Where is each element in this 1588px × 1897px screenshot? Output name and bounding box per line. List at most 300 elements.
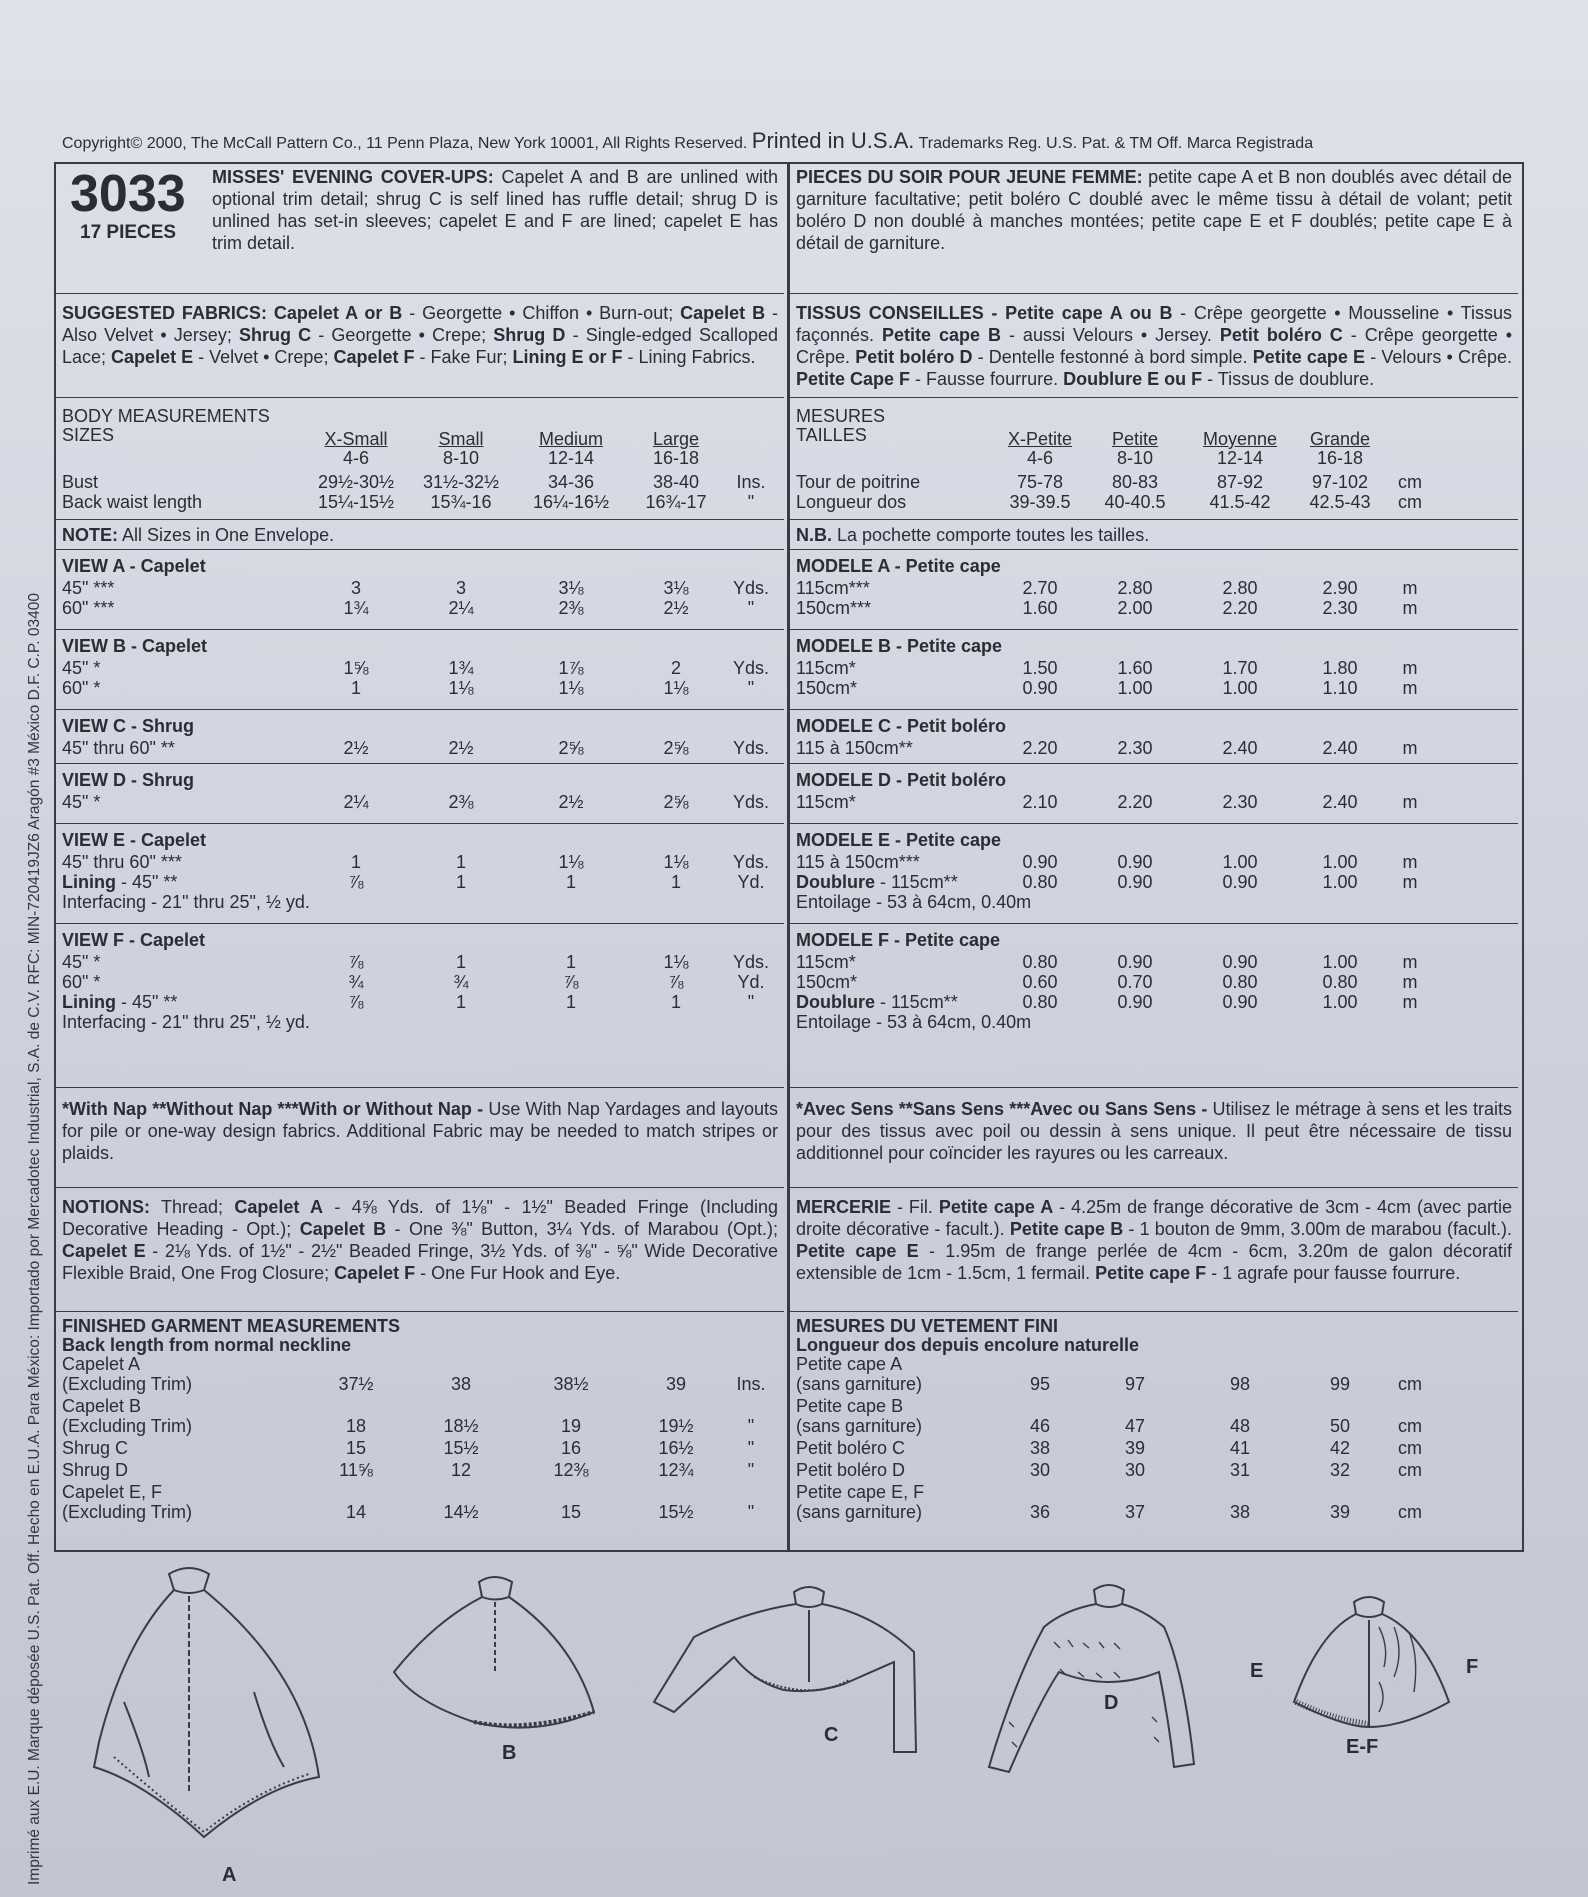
fr-yardage-value: 0.60	[1022, 972, 1058, 992]
fr-size-range: 12-14	[1216, 448, 1264, 468]
en-yardage-value: 1	[565, 992, 576, 1012]
fr-yardage-value: 0.90	[1022, 678, 1058, 698]
en-view-row-label	[62, 792, 100, 813]
en-finished-garment-detail: (Excluding Trim)	[62, 1416, 193, 1436]
en-fabric-name: Capelet E	[111, 347, 194, 367]
fr-yardage-value: 2.30	[1117, 738, 1153, 758]
en-notions-block	[56, 1188, 784, 1312]
en-row-label-text: 45" thru 60" ***	[62, 852, 182, 872]
fr-yardage-value: 1.00	[1322, 992, 1358, 1012]
fr-yardage-value: 0.90	[1222, 992, 1258, 1012]
en-fabrics-block	[56, 294, 784, 398]
instruction-sheet	[54, 162, 1524, 1552]
en-yardage-value: 1⅛	[663, 678, 689, 698]
fr-yardage-unit: m	[1402, 952, 1418, 972]
fr-finished-value: 38	[1229, 1502, 1251, 1522]
fr-bust-value: 97-102	[1311, 472, 1369, 492]
fr-view-title: MODELE A - Petite cape	[796, 556, 1001, 576]
fr-view-title: MODELE E - Petite cape	[796, 830, 1002, 850]
fr-finished-unit: cm	[1398, 1502, 1422, 1522]
fr-notions	[796, 1196, 1512, 1284]
fr-fabric-text: - Velours • Crêpe.	[1365, 347, 1513, 367]
fr-yardage-value: 2.10	[1022, 792, 1058, 812]
fr-fabric-text: - aussi Velours • Jersey.	[1001, 325, 1220, 345]
fr-size-name: Petite	[1111, 429, 1159, 449]
en-finished-value: 39	[665, 1374, 687, 1394]
en-yardage-unit: Yds.	[732, 738, 770, 758]
fr-view-4	[790, 824, 1518, 924]
en-finished-garment: Capelet B	[62, 1396, 142, 1416]
en-size-name: X-Small	[324, 429, 388, 449]
en-nap-block	[56, 1088, 784, 1188]
en-yardage-value: ⅞	[348, 872, 364, 892]
fr-yardage-value: 0.80	[1022, 872, 1058, 892]
fr-yardage-value: 2.20	[1022, 738, 1058, 758]
en-view-1	[56, 630, 784, 710]
en-notion-name: NOTIONS:	[62, 1197, 150, 1217]
fr-finished-value: 37	[1124, 1502, 1146, 1522]
fr-yardage-value: 1.00	[1322, 952, 1358, 972]
fr-view-5	[790, 924, 1518, 1088]
fr-fabric-name: Petite cape B	[882, 325, 1002, 345]
fr-yardage-value: 0.90	[1222, 872, 1258, 892]
fr-size-name: X-Petite	[1007, 429, 1073, 449]
en-view-row-label	[62, 738, 175, 759]
fr-description-text: petite cape A et B non doublés avec détail de garniture facultative; petit boléro C doublé avec le même tissu à détail de volant; petit boléro D non doublé à manches montées; petite cape E et F doublés; petite cape E à détail de garniture.	[796, 167, 1512, 253]
en-yardage-unit: Yd.	[737, 872, 765, 892]
fr-view-row-label	[796, 792, 856, 813]
fr-fabric-name: Petite cape E	[1252, 347, 1366, 367]
en-yardage-value: 1	[565, 952, 576, 972]
en-back-label: Back waist length	[62, 492, 203, 512]
en-finished-value: 14½	[443, 1502, 479, 1522]
en-yardage-value: 1⅝	[343, 658, 369, 678]
fr-fabric-text: - Dentelle festonné à bord simple.	[972, 347, 1253, 367]
en-view-row-label	[62, 952, 100, 973]
en-row-label-text: 45" thru 60" **	[62, 738, 175, 758]
fr-finished-unit: cm	[1398, 1416, 1422, 1436]
fr-finished-value: 39	[1329, 1502, 1351, 1522]
en-finished-value: 16½	[658, 1438, 694, 1458]
en-yardage-value: 1⅛	[663, 952, 689, 972]
fr-view-title: MODELE B - Petite cape	[796, 636, 1003, 656]
fr-finished-value: 31	[1229, 1460, 1251, 1480]
en-yardage-value: 1	[455, 992, 466, 1012]
fr-view-title: MODELE F - Petite cape	[796, 930, 1001, 950]
en-yardage-unit: Yds.	[732, 792, 770, 812]
capelet-b-sketch	[394, 1577, 594, 1728]
fr-yardage-value: 1.00	[1222, 678, 1258, 698]
fr-description	[796, 166, 1512, 254]
en-yardage-unit: Yds.	[732, 952, 770, 972]
en-yardage-value: 2½	[663, 598, 689, 618]
en-yardage-value: 2¼	[343, 792, 369, 812]
fr-finished-measurements	[790, 1312, 1518, 1552]
fr-yardage-value: 0.80	[1322, 972, 1358, 992]
fr-nap-block	[790, 1088, 1518, 1188]
en-finished-value: 12	[450, 1460, 472, 1480]
en-yardage-value: 2½	[558, 792, 584, 812]
en-view-row-label	[62, 598, 114, 619]
en-nap	[62, 1098, 778, 1164]
en-finished-unit: "	[747, 1460, 755, 1480]
en-interfacing: Interfacing - 21" thru 25", ½ yd.	[62, 892, 310, 912]
fr-yardage-value: 2.90	[1322, 578, 1358, 598]
fr-finished-value: 99	[1329, 1374, 1351, 1394]
en-view-row-label	[62, 992, 177, 1013]
fr-nap	[796, 1098, 1512, 1164]
en-size-range: 8-10	[442, 448, 480, 468]
fr-yardage-unit: m	[1402, 852, 1418, 872]
en-view-row-label	[62, 972, 100, 993]
fr-row-label-text: - 115cm**	[875, 992, 958, 1012]
en-finished-value: 19½	[658, 1416, 694, 1436]
fr-row-label-text: 150cm***	[796, 598, 872, 618]
en-finished-unit: "	[747, 1502, 755, 1522]
en-bust-value: 31½-32½	[422, 472, 500, 492]
fr-finished-value: 32	[1329, 1460, 1351, 1480]
en-finished-value: 12⅜	[553, 1460, 589, 1480]
fr-yardage-value: 1.60	[1117, 658, 1153, 678]
fr-row-label-text: 115cm*	[796, 792, 856, 812]
en-size-range: 16-18	[652, 448, 700, 468]
en-finished-value: 38	[450, 1374, 472, 1394]
fr-size-range: 4-6	[1026, 448, 1053, 468]
en-nap-text: Use With Nap Yardages and layouts for pile or one-way design fabrics. Additional Fabric may be needed to match stripes or plaids.	[62, 1099, 778, 1163]
fr-yardage-value: 2.80	[1222, 578, 1258, 598]
fr-yardage-value: 2.80	[1117, 578, 1153, 598]
en-note	[62, 525, 334, 546]
en-finished-subtitle: Back length from normal neckline	[62, 1335, 352, 1355]
fr-yardage-unit: m	[1402, 872, 1418, 892]
en-finished-garment-detail: Shrug C	[62, 1438, 129, 1458]
en-interfacing: Interfacing - 21" thru 25", ½ yd.	[62, 1012, 310, 1032]
en-fabric-text: - Georgette • Chiffon • Burn-out;	[402, 303, 681, 323]
capelet-a-sketch	[94, 1568, 319, 1837]
fr-interfacing: Entoilage - 53 à 64cm, 0.40m	[796, 1012, 1032, 1032]
fr-row-label-text: 115cm*	[796, 658, 856, 678]
fr-body-measurements	[790, 398, 1518, 520]
fr-back-value: 40-40.5	[1104, 492, 1166, 512]
fr-yardage-unit: m	[1402, 658, 1418, 678]
fr-finished-value: 95	[1029, 1374, 1051, 1394]
capelet-ef-sketch	[1294, 1597, 1449, 1727]
fr-yardage-value: 2.00	[1117, 598, 1153, 618]
fr-back-label: Longueur dos	[796, 492, 907, 512]
en-notion-name: Capelet E	[62, 1241, 146, 1261]
fr-nap-label: *Avec Sens **Sans Sens ***Avec ou Sans Sens -	[796, 1099, 1208, 1119]
shrug-c-sketch	[654, 1587, 916, 1752]
en-row-label-text: 45" *	[62, 792, 101, 812]
fr-yardage-value: 1.00	[1322, 852, 1358, 872]
fr-finished-value: 39	[1124, 1438, 1146, 1458]
en-view-row-label	[62, 852, 182, 873]
en-back-value: 15¾-16	[430, 492, 492, 512]
en-fabric-name: Capelet F	[333, 347, 415, 367]
en-finished-unit: Ins.	[736, 1374, 766, 1394]
en-yardage-unit: "	[747, 992, 755, 1012]
fr-yardage-value: 1.70	[1222, 658, 1258, 678]
en-view-title: VIEW D - Shrug	[62, 770, 194, 790]
en-finished-measurements	[56, 1312, 784, 1552]
fr-view-2	[790, 710, 1518, 764]
en-yardage-value: 3⅛	[558, 578, 584, 598]
fr-view-row-label	[796, 578, 870, 599]
en-yardage-value: ⅞	[348, 952, 364, 972]
fr-yardage-value: 2.40	[1222, 738, 1258, 758]
fr-finished-garment: Petite cape A	[796, 1354, 903, 1374]
en-back-value: 16¾-17	[645, 492, 707, 512]
fr-back-unit: cm	[1398, 492, 1422, 512]
en-yardage-value: 2⅝	[663, 738, 689, 758]
fr-fabric-text: - Fausse fourrure.	[910, 369, 1064, 389]
en-yardage-value: 1	[455, 952, 466, 972]
en-finished-value: 15½	[443, 1438, 479, 1458]
en-finished-title: FINISHED GARMENT MEASUREMENTS	[62, 1316, 401, 1336]
en-yardage-value: 1¾	[343, 598, 369, 618]
en-finished-value: 18	[345, 1416, 367, 1436]
fr-yardage-value: 1.10	[1322, 678, 1358, 698]
fr-yardage-value: 2.40	[1322, 792, 1358, 812]
en-body-title: BODY MEASUREMENTS	[62, 406, 270, 426]
en-bust-unit: Ins.	[736, 472, 766, 492]
en-yardage-value: 1⅛	[448, 678, 474, 698]
en-view-row-label	[62, 578, 114, 599]
fr-yardage-value: 1.60	[1022, 598, 1058, 618]
en-finished-garment: Capelet E, F	[62, 1482, 163, 1502]
en-row-label-text: 60" ***	[62, 598, 115, 618]
fr-yardage-value: 2.70	[1022, 578, 1058, 598]
copyright-line	[62, 128, 1512, 154]
en-notion-text: - One ⅜" Button, 3¼ Yds. of Marabou (Opt.);	[386, 1219, 778, 1239]
fr-notion-text: - 1 bouton de 9mm, 3.00m de marabou (facult.).	[1123, 1219, 1513, 1239]
en-yardage-unit: "	[747, 598, 755, 618]
shrug-d-sketch	[989, 1585, 1194, 1772]
en-finished-value: 12¾	[658, 1460, 694, 1480]
en-view-row-label	[62, 678, 100, 699]
en-yardage-value: 1	[670, 872, 681, 892]
fr-yardage-value: 1.80	[1322, 658, 1358, 678]
en-notion-name: Capelet A	[234, 1197, 324, 1217]
en-fabric-name: SUGGESTED FABRICS: Capelet A or B	[62, 303, 403, 323]
en-bust-label: Bust	[62, 472, 99, 492]
en-view-title: VIEW F - Capelet	[62, 930, 206, 950]
printed-in: Printed in U.S.A.	[751, 128, 915, 153]
sketch-label-c: C	[824, 1724, 839, 1746]
fr-fabric-name: Petit boléro D	[855, 347, 973, 367]
fr-view-1	[790, 630, 1518, 710]
en-note-block	[56, 520, 784, 550]
fr-notion-name: Petite cape E	[796, 1241, 919, 1261]
en-fabric-text: - Georgette • Crepe;	[311, 325, 494, 345]
en-back-unit: "	[747, 492, 755, 512]
en-finished-unit: "	[747, 1416, 755, 1436]
en-notion-text: Thread;	[150, 1197, 235, 1217]
fr-view-row-label	[796, 598, 871, 619]
en-sizes-label: SIZES	[62, 425, 115, 445]
en-finished-garment-detail: (Excluding Trim)	[62, 1502, 193, 1522]
en-finished-value: 11⅝	[339, 1460, 373, 1480]
en-fabrics	[62, 302, 778, 368]
fr-finished-garment: Petite cape B	[796, 1396, 904, 1416]
en-fabric-name: Capelet B	[680, 303, 766, 323]
en-yardage-unit: Yds.	[732, 852, 770, 872]
en-row-label-text: 60" *	[62, 678, 101, 698]
en-yardage-value: 1	[350, 852, 361, 872]
fr-finished-value: 30	[1029, 1460, 1051, 1480]
fr-view-row-label	[796, 952, 856, 973]
fr-note	[796, 525, 1149, 546]
fr-finished-garment-detail: (sans garniture)	[796, 1502, 923, 1522]
fr-view-title: MODELE C - Petit boléro	[796, 716, 1007, 736]
en-fabric-name: Shrug D	[493, 325, 566, 345]
en-yardage-value: 2½	[343, 738, 369, 758]
fr-notion-text: - 4.25m de frange décorative de 3cm - 4cm (avec partie droite décorative - facult.).	[796, 1197, 1512, 1239]
en-yardage-value: ¾	[348, 972, 364, 992]
fr-finished-value: 38	[1029, 1438, 1051, 1458]
en-notion-text: - 2⅛ Yds. of 1½" - 2½" Beaded Fringe, 3½ Yds. of ⅜" - ⅝" Wide Decorative Flexible Braid, One Frog Closure;	[62, 1241, 778, 1283]
en-finished-unit: "	[747, 1438, 755, 1458]
en-finished-garment-detail: (Excluding Trim)	[62, 1374, 193, 1394]
fr-finished-value: 48	[1229, 1416, 1251, 1436]
fr-bust-value: 80-83	[1111, 472, 1159, 492]
fr-nap-text: Utilisez le métrage à sens et les traits pour des tissus avec poil ou dessin à sens unique. Il peut être nécessaire de tissu additionnel pour coïncider les rayures ou les carreaux.	[796, 1099, 1512, 1163]
en-size-name: Medium	[538, 429, 604, 449]
fr-finished-value: 30	[1124, 1460, 1146, 1480]
en-yardage-value: 2⅝	[663, 792, 689, 812]
en-yardage-value: 2⅝	[558, 738, 584, 758]
sketch-label-a: A	[222, 1864, 237, 1886]
en-finished-value: 15	[345, 1438, 367, 1458]
fr-notion-name: MERCERIE	[796, 1197, 892, 1217]
fr-size-name: Moyenne	[1202, 429, 1278, 449]
en-finished-value: 38½	[553, 1374, 589, 1394]
fr-description-title: PIECES DU SOIR POUR JEUNE FEMME:	[796, 167, 1143, 187]
fr-fabric-name: Petit boléro C	[1219, 325, 1343, 345]
fr-yardage-value: 0.90	[1222, 952, 1258, 972]
fr-notion-name: Petite cape F	[1095, 1263, 1207, 1283]
pattern-pieces: 17 PIECES	[80, 222, 177, 243]
en-notion-text: - One Fur Hook and Eye.	[415, 1263, 621, 1283]
fr-view-3	[790, 764, 1518, 824]
en-row-label-text: 60" *	[62, 972, 101, 992]
fr-row-label-text: 115 à 150cm***	[796, 852, 920, 872]
fr-view-row-label	[796, 658, 856, 679]
fr-back-value: 42.5-43	[1309, 492, 1371, 512]
en-yardage-unit: "	[747, 678, 755, 698]
fr-note-label: N.B.	[796, 525, 832, 545]
en-nap-label: *With Nap **Without Nap ***With or Without Nap -	[62, 1099, 484, 1119]
fr-yardage-unit: m	[1402, 792, 1418, 812]
sketch-label-e: E	[1250, 1660, 1264, 1682]
en-yardage-unit: Yds.	[732, 578, 770, 598]
en-yardage-unit: Yds.	[732, 658, 770, 678]
en-size-range: 12-14	[547, 448, 595, 468]
fr-yardage-value: 0.70	[1117, 972, 1153, 992]
fr-notion-name: Petite cape A	[938, 1197, 1054, 1217]
en-fabric-name: Shrug C	[238, 325, 312, 345]
en-yardage-value: ⅞	[668, 972, 684, 992]
en-row-label-text: 45" *	[62, 658, 101, 678]
fr-view-row-label	[796, 738, 913, 759]
fr-lining-label: Doublure	[796, 872, 875, 892]
en-lining-label: Lining	[62, 992, 116, 1012]
fr-yardage-value: 0.90	[1117, 992, 1153, 1012]
fr-size-range: 16-18	[1316, 448, 1364, 468]
fr-row-label-text: 115cm*	[796, 952, 856, 972]
en-note-text: All Sizes in One Envelope.	[122, 525, 335, 545]
pattern-number: 3033	[70, 165, 186, 223]
fr-notion-text: - 1 agrafe pour fausse fourrure.	[1206, 1263, 1461, 1283]
en-view-row-label	[62, 872, 177, 893]
en-yardage-value: ⅞	[563, 972, 579, 992]
en-fabric-text: - Fake Fur;	[414, 347, 513, 367]
side-legal-text: Imprimé aux E.U. Marque déposée U.S. Pat. Off. Hecho en E.U.A. Para México: Importado por Mercadotec Industrial, S.A. de C.V. RFC: MIN-720419JZ6 Aragón #3 México D.F. C.P. 03400	[26, 593, 43, 1885]
english-column	[56, 164, 784, 1550]
fr-finished-subtitle: Longueur dos depuis encolure naturelle	[796, 1335, 1140, 1355]
sketch-label-d: D	[1104, 1692, 1119, 1714]
en-fabric-text: - Velvet • Crepe;	[193, 347, 334, 367]
en-size-name: Large	[652, 429, 700, 449]
fr-finished-value: 36	[1029, 1502, 1051, 1522]
fr-row-label-text: 150cm*	[796, 972, 858, 992]
en-note-label: NOTE:	[62, 525, 118, 545]
fr-finished-garment-detail: (sans garniture)	[796, 1374, 923, 1394]
fr-yardage-value: 0.80	[1022, 952, 1058, 972]
en-yardage-value: ⅞	[348, 992, 364, 1012]
fr-finished-value: 50	[1329, 1416, 1351, 1436]
fr-fabrics-block	[790, 294, 1518, 398]
fr-fabric-text: - Crêpe georgette • Mousseline • Tissus façonnés.	[796, 303, 1512, 345]
fr-yardage-value: 2.40	[1322, 738, 1358, 758]
en-notion-text: - 4⅝ Yds. of 1⅛" - 1½" Beaded Fringe (Including Decorative Heading - Opt.);	[62, 1197, 778, 1239]
fr-yardage-unit: m	[1402, 738, 1418, 758]
fr-back-value: 39-39.5	[1009, 492, 1071, 512]
en-yardage-value: 1	[455, 872, 466, 892]
en-finished-garment: Capelet A	[62, 1354, 141, 1374]
fr-yardage-unit: m	[1402, 992, 1418, 1012]
fr-finished-garment-detail: Petit boléro C	[796, 1438, 906, 1458]
en-back-value: 16¼-16½	[532, 492, 610, 512]
en-yardage-value: 1	[565, 872, 576, 892]
fr-finished-value: 42	[1329, 1438, 1351, 1458]
en-finished-value: 15½	[658, 1502, 694, 1522]
en-description-title: MISSES' EVENING COVER-UPS:	[212, 167, 494, 187]
fr-yardage-unit: m	[1402, 972, 1418, 992]
fr-finished-unit: cm	[1398, 1438, 1422, 1458]
en-row-label-text: 45" ***	[62, 578, 115, 598]
fr-yardage-value: 0.80	[1222, 972, 1258, 992]
en-yardage-value: 2	[670, 658, 681, 678]
fr-finished-garment-detail: (sans garniture)	[796, 1416, 923, 1436]
en-size-range: 4-6	[342, 448, 369, 468]
fr-yardage-value: 0.90	[1117, 852, 1153, 872]
en-fabric-name: Lining E or F	[512, 347, 623, 367]
en-fabric-text: - Single-edged Scalloped Lace;	[62, 325, 779, 367]
fr-yardage-value: 2.20	[1117, 792, 1153, 812]
en-yardage-value: 2⅜	[558, 598, 584, 618]
en-view-title: VIEW A - Capelet	[62, 556, 206, 576]
en-view-4	[56, 824, 784, 924]
en-description-text: Capelet A and B are unlined with optional trim detail; shrug C is self lined has ruffle detail; shrug D is unlined has set-in sleeves; capelet E and F are lined; capelet E has trim detail.	[212, 167, 778, 253]
fr-bust-value: 87-92	[1216, 472, 1264, 492]
fr-yardage-value: 2.20	[1222, 598, 1258, 618]
fr-row-label-text: 115cm***	[796, 578, 870, 598]
en-yardage-value: 2½	[448, 738, 474, 758]
en-yardage-value: 1	[455, 852, 466, 872]
fr-bust-unit: cm	[1398, 472, 1422, 492]
fr-notion-text: - 1.95m de frange perlée de 4cm - 6cm, 3.20m de galon décoratif extensible de 1cm - 1.5cm, 1 fermail.	[796, 1241, 1512, 1283]
